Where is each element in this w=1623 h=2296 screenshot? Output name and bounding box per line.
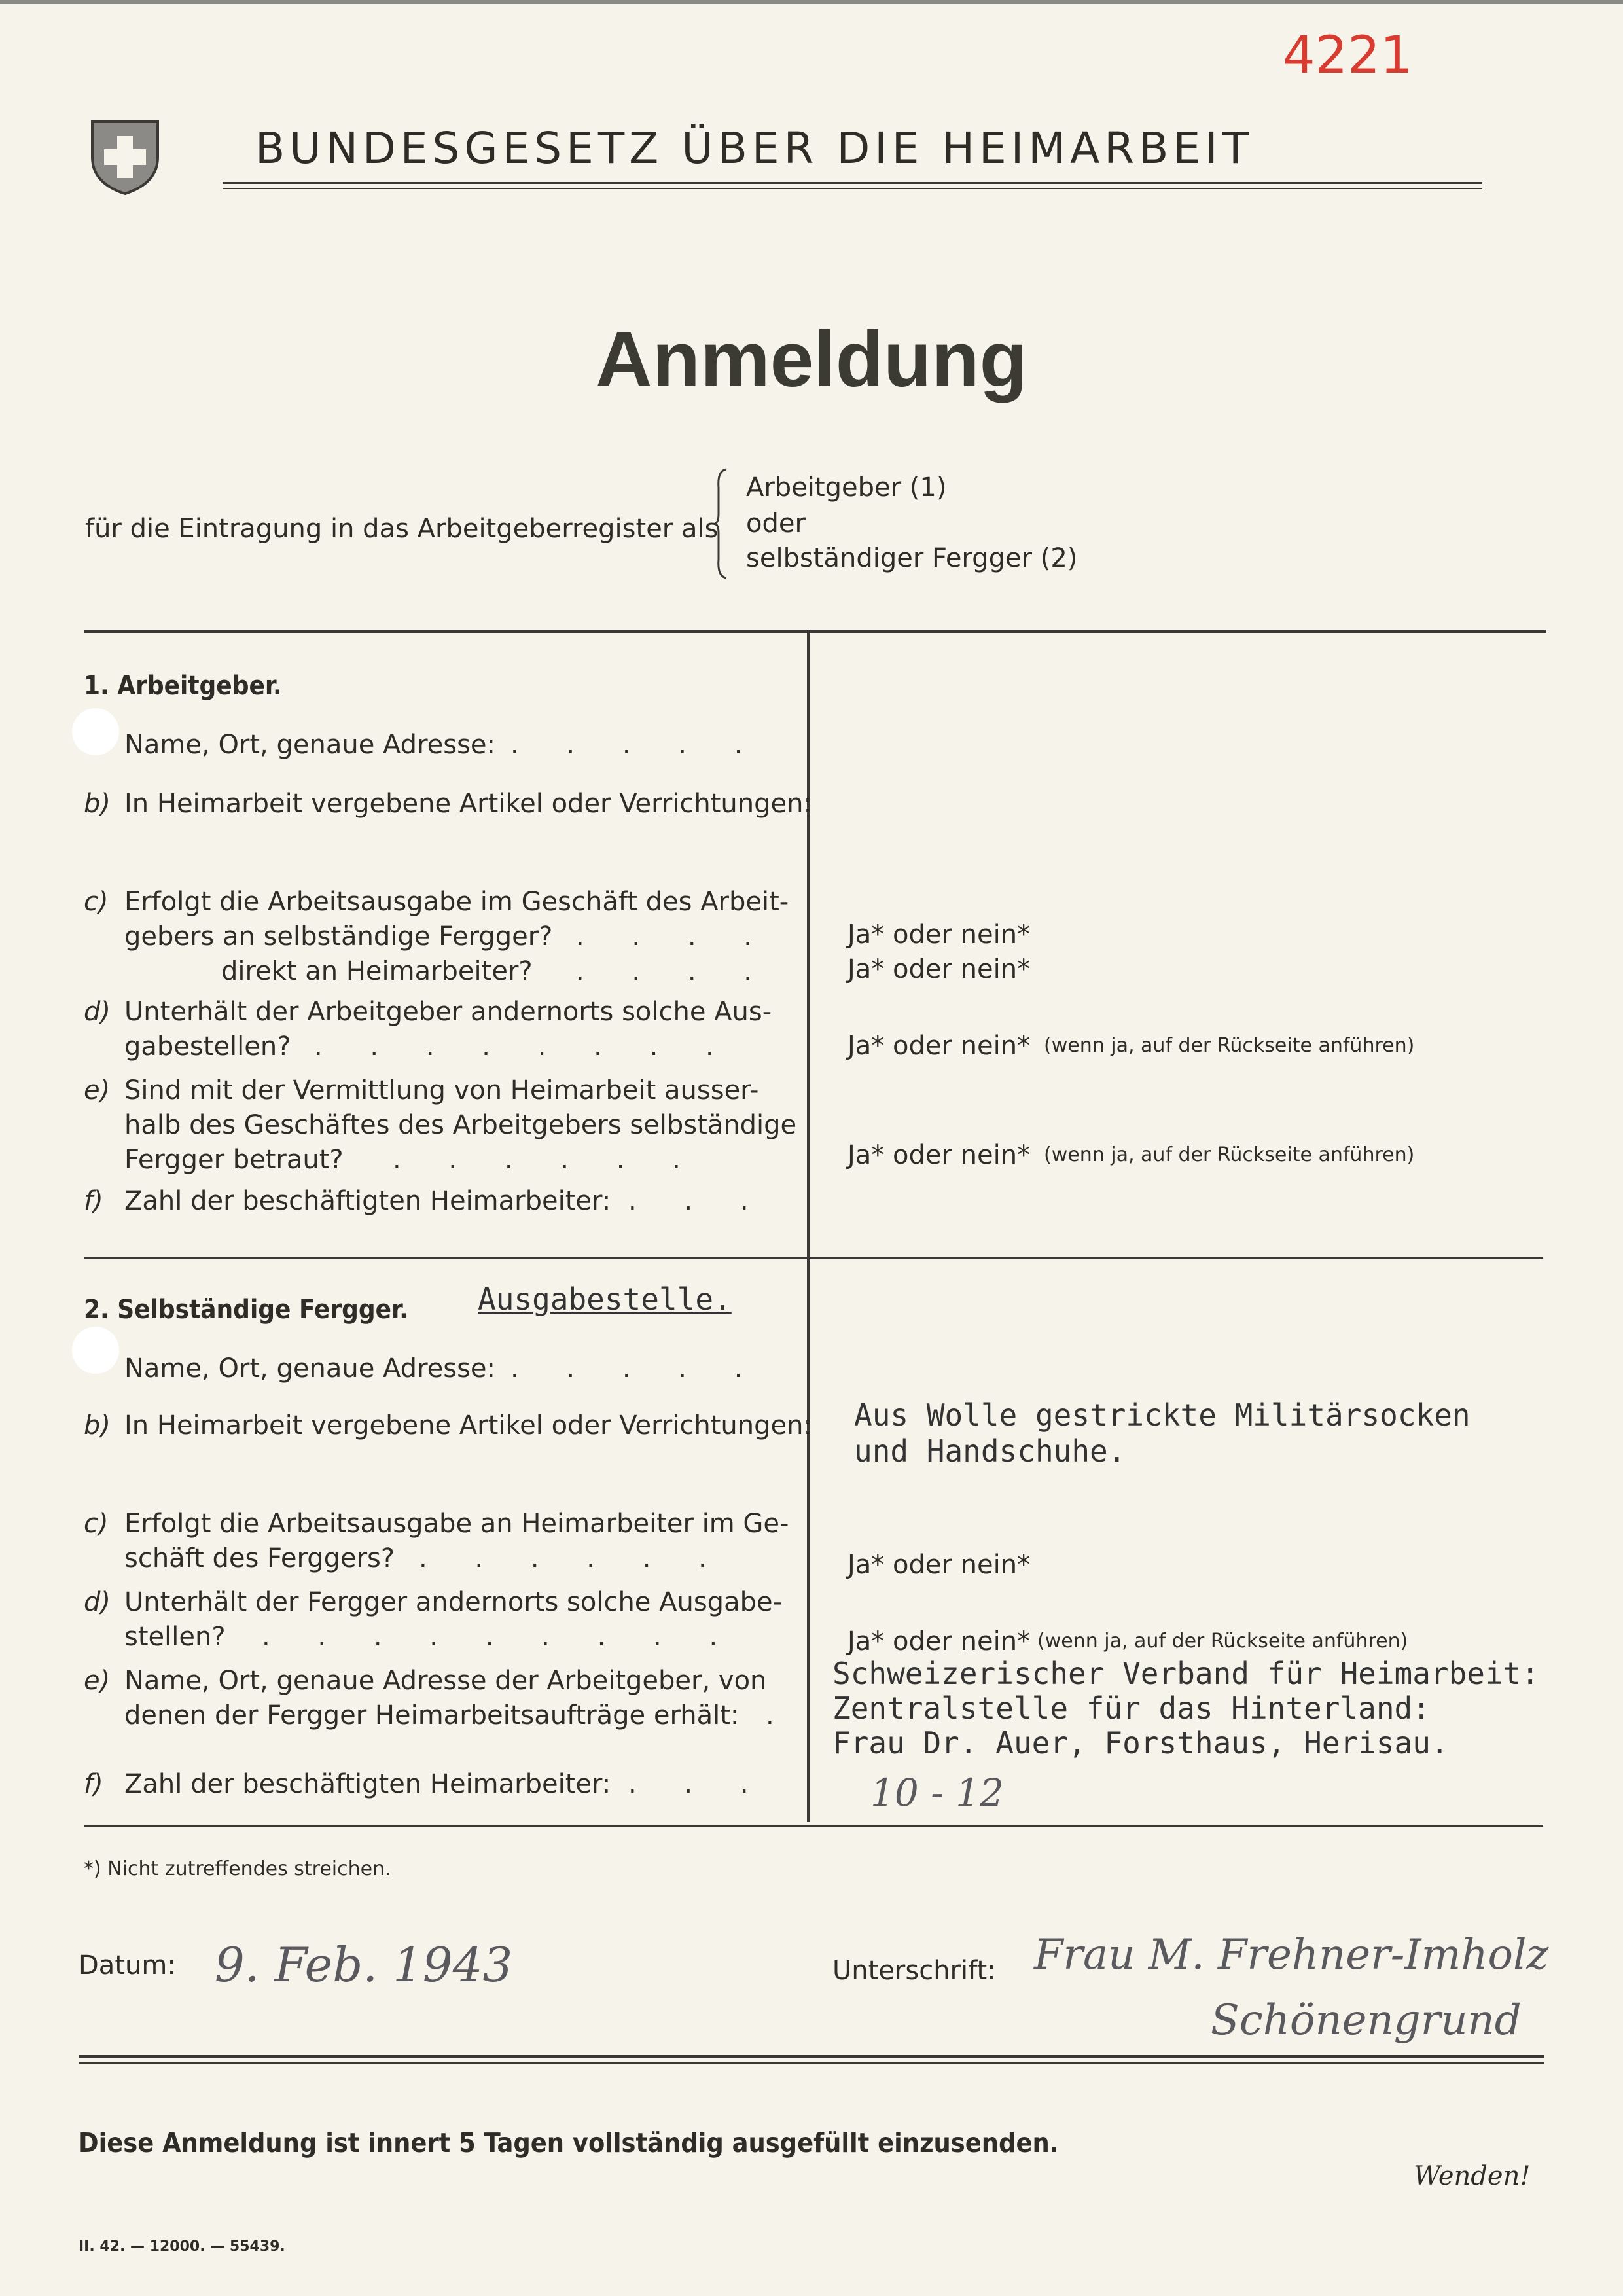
s1-b-letter: b) bbox=[84, 789, 111, 819]
s2-d-answer: Ja* oder nein* bbox=[847, 1626, 1031, 1657]
s2-a-dots: . . . . . bbox=[510, 1354, 762, 1384]
s2-d-line2: stellen? bbox=[124, 1622, 226, 1652]
s1-c-line2: gebers an selbständige Fergger? bbox=[124, 922, 553, 952]
header-rule-2 bbox=[223, 188, 1482, 189]
s2-b-answer-line2: und Handschuhe. bbox=[854, 1433, 1126, 1469]
s2-f-dots: . . . bbox=[628, 1769, 768, 1799]
s2-c-answer: Ja* oder nein* bbox=[847, 1550, 1031, 1580]
bottom-rule-1 bbox=[79, 2055, 1544, 2058]
s2-c-line1: Erfolgt die Arbeitsausgabe an Heimarbeiter im Ge- bbox=[124, 1509, 789, 1539]
archive-number: 4221 bbox=[1283, 26, 1413, 85]
s2-b-letter: b) bbox=[84, 1410, 111, 1441]
s1-d-line2: gabestellen? bbox=[124, 1031, 291, 1062]
header-title: BUNDESGESETZ ÜBER DIE HEIMARBEIT bbox=[255, 123, 1253, 173]
s1-c-line1: Erfolgt die Arbeitsausgabe im Geschäft des Arbeit- bbox=[124, 887, 789, 917]
s1-e-answer: Ja* oder nein* bbox=[847, 1140, 1031, 1170]
s2-f-label: Zahl der beschäftigten Heimarbeiter: bbox=[124, 1769, 611, 1799]
s1-d-letter: d) bbox=[84, 997, 111, 1027]
s1-c-letter: c) bbox=[84, 887, 109, 917]
intro-option-fergger: selbständiger Fergger (2) bbox=[746, 543, 1078, 573]
s1-e-line1: Sind mit der Vermittlung von Heimarbeit ausser- bbox=[124, 1075, 759, 1105]
s2-d-dots: . . . . . . . . . bbox=[262, 1622, 738, 1652]
s2-b-label: In Heimarbeit vergebene Artikel oder Verrichtungen: bbox=[124, 1410, 812, 1441]
top-edge bbox=[0, 0, 1623, 4]
s1-c2-answer: Ja* oder nein* bbox=[847, 920, 1031, 950]
s1-f-letter: f) bbox=[84, 1186, 103, 1216]
s1-e-dots: . . . . . . bbox=[393, 1145, 700, 1175]
s1-d-note: (wenn ja, auf der Rückseite anführen) bbox=[1044, 1034, 1415, 1057]
s2-a-label: Name, Ort, genaue Adresse: bbox=[124, 1354, 496, 1384]
print-code: II. 42. — 12000. — 55439. bbox=[79, 2238, 285, 2255]
s2-e-answer-line3: Frau Dr. Auer, Forsthaus, Herisau. bbox=[832, 1725, 1449, 1761]
signature-label: Unterschrift: bbox=[832, 1956, 996, 1986]
s1-c3-answer: Ja* oder nein* bbox=[847, 954, 1031, 984]
s2-d-note: (wenn ja, auf der Rückseite anführen) bbox=[1037, 1630, 1408, 1653]
brace-icon bbox=[713, 468, 728, 579]
punch-hole bbox=[72, 1327, 119, 1374]
date-value: 9. Feb. 1943 bbox=[215, 1937, 513, 1992]
bottom-rule-2 bbox=[79, 2062, 1544, 2064]
s2-typed-heading: Ausgabestelle. bbox=[478, 1282, 732, 1317]
s1-a-label: Name, Ort, genaue Adresse: bbox=[124, 730, 496, 760]
section-divider bbox=[84, 1257, 1543, 1259]
s2-e-line1: Name, Ort, genaue Adresse der Arbeitgeber, von bbox=[124, 1666, 767, 1696]
table-top-rule bbox=[84, 630, 1546, 633]
s1-d-dots: . . . . . . . . bbox=[314, 1031, 734, 1062]
footnote: *) Nicht zutreffendes streichen. bbox=[84, 1857, 391, 1880]
s1-c-line3: direkt an Heimarbeiter? bbox=[221, 956, 533, 986]
intro-option-employer: Arbeitgeber (1) bbox=[746, 473, 947, 503]
s2-e-line2: denen der Fergger Heimarbeitsaufträge erhält: bbox=[124, 1700, 740, 1731]
intro-option-or: oder bbox=[746, 509, 806, 539]
s2-d-letter: d) bbox=[84, 1587, 111, 1617]
date-label: Datum: bbox=[79, 1950, 176, 1981]
header-rule-1 bbox=[223, 182, 1482, 184]
s1-e-letter: e) bbox=[84, 1075, 111, 1105]
s1-f-dots: . . . bbox=[628, 1186, 768, 1216]
s1-f-label: Zahl der beschäftigten Heimarbeiter: bbox=[124, 1186, 611, 1216]
s1-c3-dots: . . . . bbox=[576, 956, 772, 986]
s2-f-answer: 10 - 12 bbox=[870, 1770, 1005, 1815]
s2-e-dot: . bbox=[766, 1700, 774, 1731]
document-title: Anmeldung bbox=[596, 315, 1027, 403]
s1-e-note: (wenn ja, auf der Rückseite anführen) bbox=[1044, 1143, 1415, 1166]
s2-c-letter: c) bbox=[84, 1509, 109, 1539]
s2-d-line1: Unterhält der Fergger andernorts solche Ausgabe- bbox=[124, 1587, 783, 1617]
s2-f-letter: f) bbox=[84, 1769, 103, 1799]
s2-c-line2: schäft des Ferggers? bbox=[124, 1543, 395, 1573]
signature-line2: Schönengrund bbox=[1211, 1996, 1522, 2045]
s1-b-label: In Heimarbeit vergebene Artikel oder Verrichtungen: bbox=[124, 789, 812, 819]
s1-c2-dots: . . . . bbox=[576, 922, 772, 952]
signature-line1: Frau M. Frehner-Imholz bbox=[1034, 1931, 1549, 1979]
section1-heading: 1. Arbeitgeber. bbox=[84, 671, 282, 701]
s1-e-line2: halb des Geschäftes des Arbeitgebers selbständige bbox=[124, 1110, 797, 1140]
intro-text: für die Eintragung in das Arbeitgeberregister als bbox=[85, 514, 719, 544]
table-bottom-rule bbox=[84, 1825, 1543, 1827]
s2-e-letter: e) bbox=[84, 1666, 111, 1696]
swiss-coat-of-arms-icon bbox=[88, 118, 162, 196]
s1-a-dots: . . . . . bbox=[510, 730, 762, 760]
s1-e-line3: Fergger betraut? bbox=[124, 1145, 344, 1175]
s2-e-answer-line1: Schweizerischer Verband für Heimarbeit: bbox=[832, 1656, 1540, 1691]
s2-c-dots: . . . . . . bbox=[419, 1543, 726, 1573]
s1-d-line1: Unterhält der Arbeitgeber andernorts solche Aus- bbox=[124, 997, 772, 1027]
s1-d-answer: Ja* oder nein* bbox=[847, 1031, 1031, 1061]
turn-over-note: Wenden! bbox=[1414, 2161, 1531, 2191]
punch-hole bbox=[72, 708, 119, 755]
submission-notice: Diese Anmeldung ist innert 5 Tagen vollständig ausgefüllt einzusenden. bbox=[79, 2127, 1059, 2159]
s2-e-answer-line2: Zentralstelle für das Hinterland: bbox=[832, 1691, 1431, 1726]
section2-heading: 2. Selbständige Fergger. bbox=[84, 1295, 408, 1325]
s2-b-answer-line1: Aus Wolle gestrickte Militärsocken bbox=[854, 1397, 1471, 1433]
